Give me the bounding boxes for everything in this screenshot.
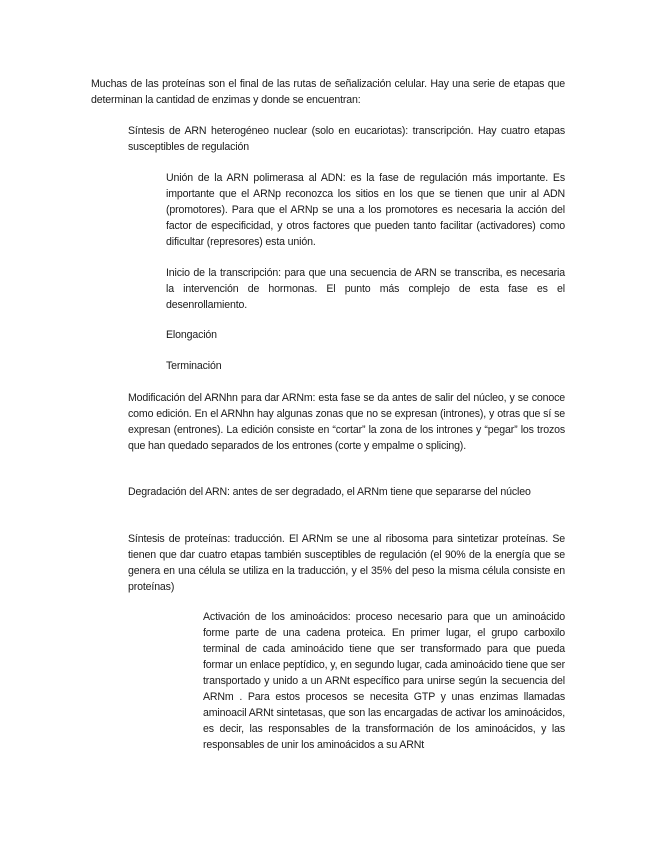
section-degradacion-arn: Degradación del ARN: antes de ser degradado, el ARNm tiene que separarse del núcleo: [128, 486, 531, 498]
section-sintesis-proteinas: Síntesis de proteínas: traducción. El ARNm se une al ribosoma para sintetizar proteínas. Se tienen que dar cuatro etapas también susceptibles de regulación (el 90% de la energía que se genera en una célula se utiliza en la traducción, y el 35% del peso la misma célula consiste en proteínas): [128, 533, 565, 593]
subsection-inicio-transcripcion: Inicio de la transcripción: para que una secuencia de ARN se transcriba, es necesaria la intervención de hormonas. El punto más complejo de esta fase es el desenrollamiento.: [166, 267, 565, 311]
subsection-terminacion: Terminación: [166, 360, 222, 372]
section-modificacion-arnhn: Modificación del ARNhn para dar ARNm: esta fase se da antes de salir del núcleo, y se conoce como edición. En el ARNhn hay algunas zonas que no se expresan (intrones), y otras que sí se expresan (entrones). La edición consiste en “cortar” la zona de los intrones y “pegar” los trozos que han quedado separados de los entrones (corte y empalme o splicing).: [128, 392, 565, 452]
intro-paragraph: Muchas de las proteínas son el final de las rutas de señalización celular. Hay una serie de etapas que determinan la cantidad de enzimas y donde se encuentran:: [91, 78, 565, 106]
section-sintesis-arn: Síntesis de ARN heterogéneo nuclear (solo en eucariotas): transcripción. Hay cuatro etapas susceptibles de regulación: [128, 125, 565, 153]
subsection-activacion-aminoacidos: Activación de los aminoácidos: proceso necesario para que un aminoácido forme parte de una cadena proteica. En primer lugar, el grupo carboxilo terminal de cada aminoácido tiene que ser transformado para que pueda formar un enlace peptídico, y, en segundo lugar, cada aminoácido tiene que ser transportado y unido a un ARNt específico para unirse según la secuencia del ARNm . Para estos procesos se necesita GTP y unas enzimas llamadas aminoacil ARNt sintetasas, que son las encargadas de activar los aminoácidos, es decir, las responsables de la transformación de los aminoácidos, y las responsables de unir los aminoácidos a su ARNt: [203, 611, 565, 751]
subsection-elongacion: Elongación: [166, 329, 217, 341]
subsection-union-arn-polimerasa: Unión de la ARN polimerasa al ADN: es la fase de regulación más importante. Es importante que el ARNp reconozca los sitios en los que se tienen que unir al ADN (promotores). Para que el ARNp se una a los promotores es necesaria la acción del factor de especificidad, y otros factores que pueden tanto facilitar (activadores) como dificultar (represores) esta unión.: [166, 172, 565, 248]
